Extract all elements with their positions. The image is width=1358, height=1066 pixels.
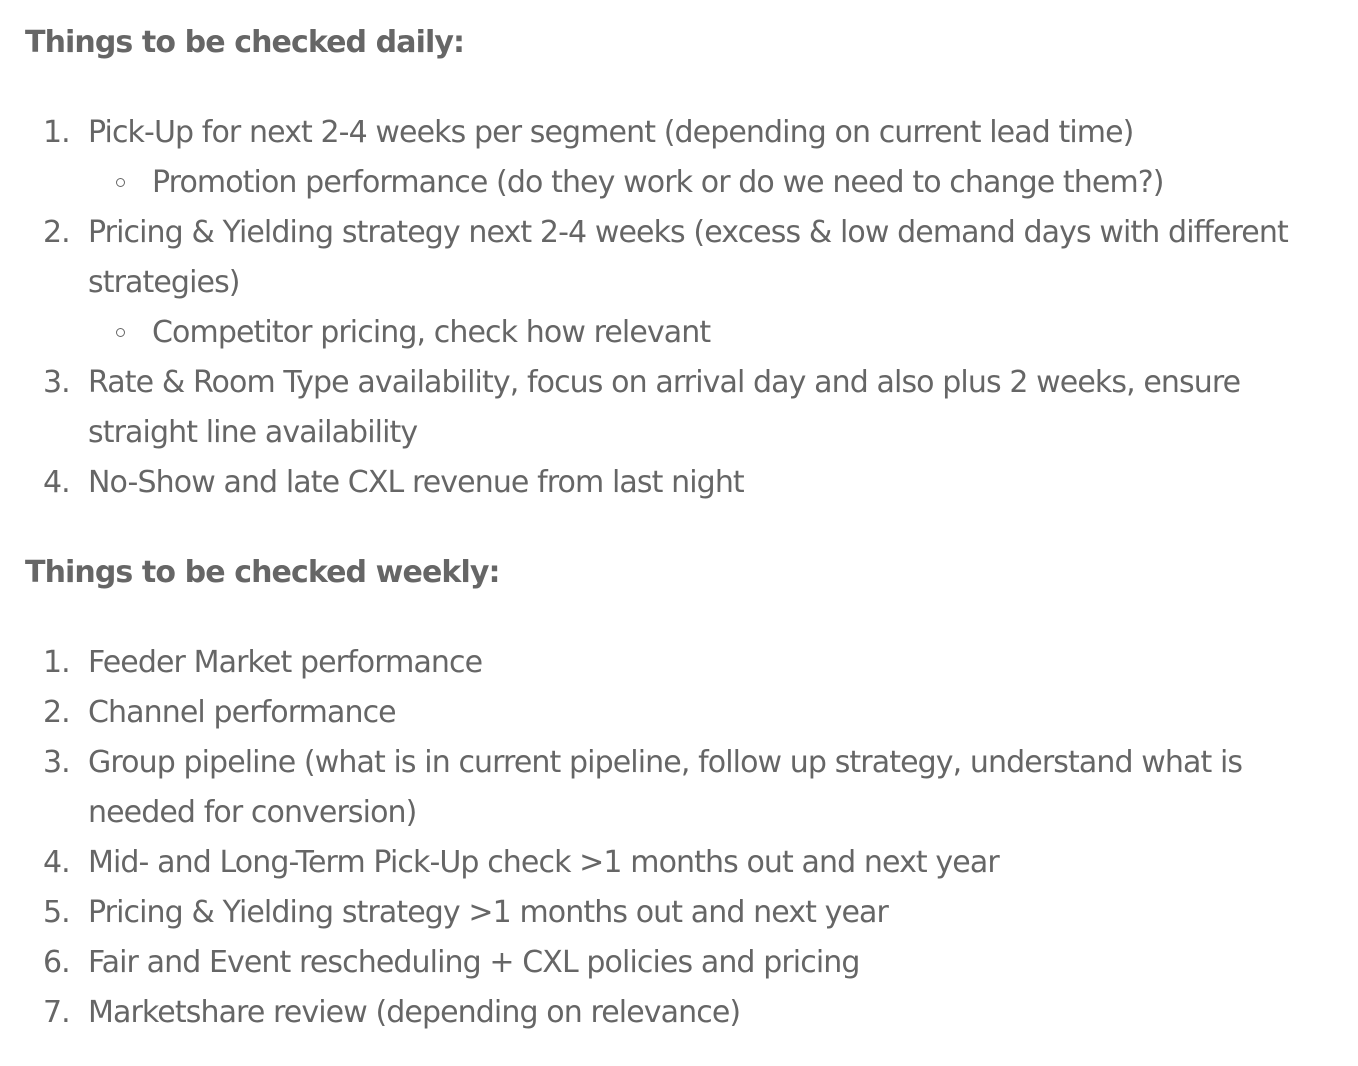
daily-heading: Things to be checked daily: — [25, 25, 465, 60]
list-number: 4. — [43, 845, 70, 880]
list-item-text: Feeder Market performance — [88, 645, 483, 680]
list-number: 1. — [43, 645, 70, 680]
list-item — [25, 988, 1335, 1038]
list-number: 7. — [43, 995, 70, 1030]
list-item-text: Group pipeline (what is in current pipeline, follow up strategy, understand what is needed for conversion) — [88, 745, 1243, 830]
list-item-text: Fair and Event rescheduling + CXL policies and pricing — [88, 945, 860, 980]
weekly-list — [25, 638, 1335, 1038]
list-number: 1. — [43, 115, 70, 150]
document-body — [25, 18, 1335, 1038]
list-item-text: Pricing & Yielding strategy >1 months out and next year — [88, 895, 888, 930]
list-number: 2. — [43, 215, 70, 250]
list-item-text: Pricing & Yielding strategy next 2-4 weeks (excess & low demand days with different strategies) — [88, 215, 1288, 300]
list-item-text: Mid- and Long-Term Pick-Up check >1 months out and next year — [88, 845, 999, 880]
list-item — [25, 458, 1335, 508]
list-item-text: Rate & Room Type availability, focus on arrival day and also plus 2 weeks, ensure straight line availability — [88, 365, 1241, 450]
sub-list — [88, 158, 1335, 208]
list-item — [25, 358, 1335, 458]
list-item — [25, 888, 1335, 938]
list-item — [25, 638, 1335, 688]
list-item — [25, 208, 1335, 358]
sub-list-item — [88, 158, 1335, 208]
weekly-section — [25, 548, 1335, 1038]
hollow-circle-bullet-icon — [116, 178, 125, 187]
sub-list — [88, 308, 1335, 358]
list-item — [25, 738, 1335, 838]
list-number: 3. — [43, 745, 70, 780]
daily-list — [25, 108, 1335, 508]
list-item-text: Channel performance — [88, 695, 396, 730]
weekly-heading: Things to be checked weekly: — [25, 555, 500, 590]
list-item — [25, 108, 1335, 208]
sub-list-item — [88, 308, 1335, 358]
list-number: 6. — [43, 945, 70, 980]
list-item — [25, 938, 1335, 988]
list-item — [25, 688, 1335, 738]
sub-list-item-text: Promotion performance (do they work or do we need to change them?) — [152, 165, 1164, 200]
list-number: 3. — [43, 365, 70, 400]
list-item-text: Pick-Up for next 2-4 weeks per segment (depending on current lead time) — [88, 115, 1134, 150]
list-item — [25, 838, 1335, 888]
hollow-circle-bullet-icon — [116, 328, 125, 337]
list-item-text: No-Show and late CXL revenue from last night — [88, 465, 744, 500]
list-item-text: Marketshare review (depending on relevance) — [88, 995, 741, 1030]
list-number: 4. — [43, 465, 70, 500]
list-number: 5. — [43, 895, 70, 930]
list-number: 2. — [43, 695, 70, 730]
sub-list-item-text: Competitor pricing, check how relevant — [152, 315, 711, 350]
